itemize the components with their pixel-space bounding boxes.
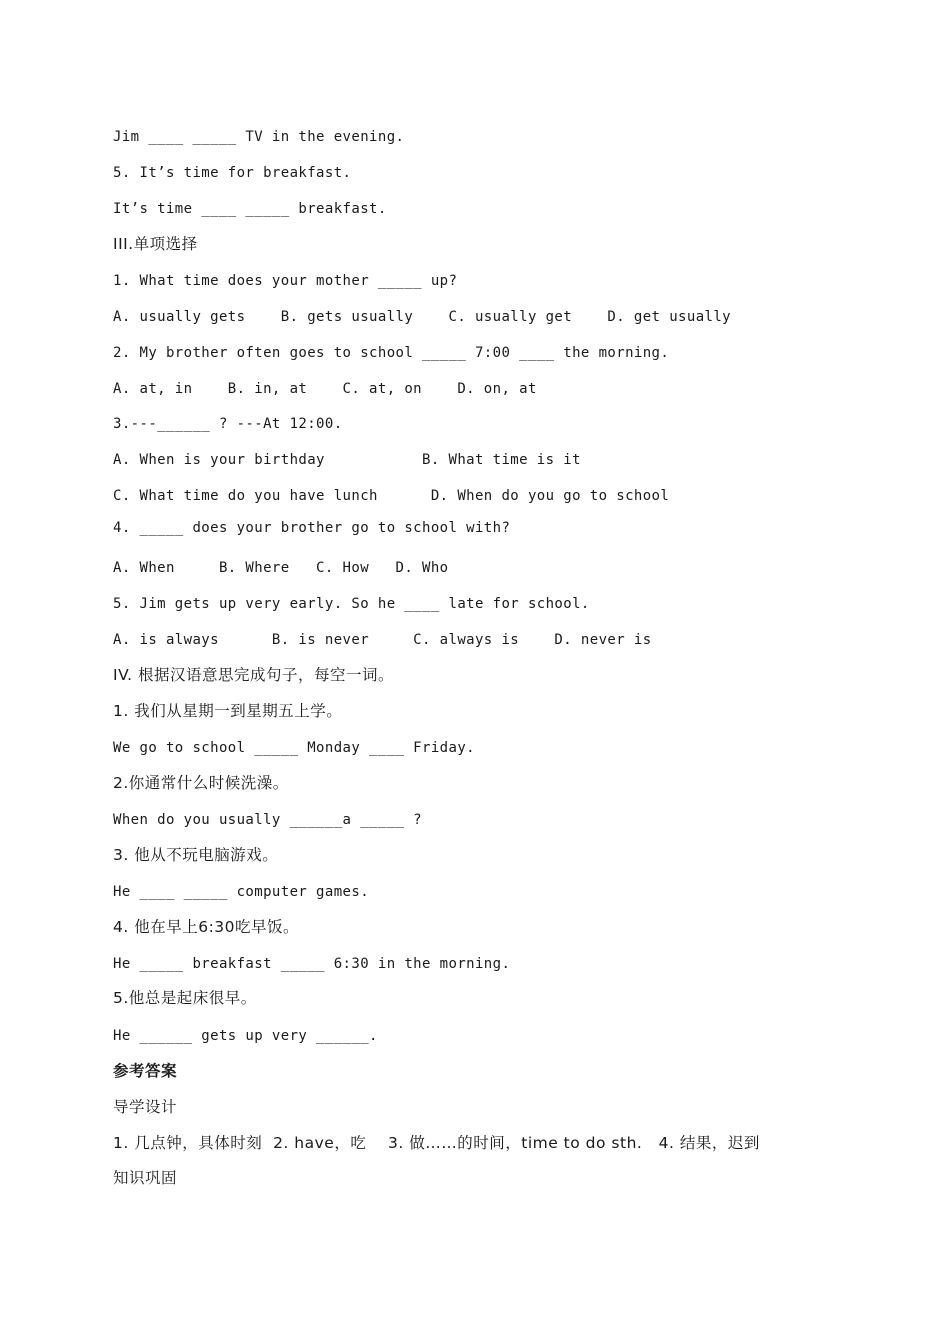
- section-heading: IV. 根据汉语意思完成句子，每空一词。: [113, 666, 395, 684]
- options-4: A. When B. Where C. How D. Who: [113, 560, 449, 576]
- chinese-prompt-4: 4. 他在早上6:30吃早饭。: [113, 918, 300, 936]
- answers-heading: 参考答案: [113, 1062, 178, 1080]
- answers-line: 1. 几点钟，具体时刻 2. have，吃 3. 做……的时间，time to do sth. 4. 结果，迟到: [113, 1134, 760, 1152]
- fill-in-line: Jim ____ _____ TV in the evening.: [113, 129, 405, 145]
- options-2: A. at, in B. in, at C. at, on D. on, at: [113, 381, 537, 397]
- chinese-prompt-3: 3. 他从不玩电脑游戏。: [113, 846, 279, 864]
- english-blank-1: We go to school _____ Monday ____ Friday.: [113, 740, 475, 756]
- question-5: 5. Jim gets up very early. So he ____ late for school.: [113, 596, 590, 612]
- chinese-prompt-2: 2.你通常什么时候洗澡。: [113, 774, 289, 792]
- english-blank-5: He ______ gets up very ______.: [113, 1028, 378, 1044]
- english-blank-4: He _____ breakfast _____ 6:30 in the morning.: [113, 956, 511, 972]
- fill-in-line: It’s time ____ _____ breakfast.: [113, 201, 387, 217]
- section-heading: III.单项选择: [113, 235, 198, 253]
- options-1: A. usually gets B. gets usually C. usually get D. get usually: [113, 309, 732, 325]
- chinese-prompt-5: 5.他总是起床很早。: [113, 989, 257, 1007]
- chinese-prompt-1: 1. 我们从星期一到星期五上学。: [113, 702, 343, 720]
- english-blank-2: When do you usually ______a _____ ?: [113, 812, 423, 828]
- options-3a: A. When is your birthday B. What time is it: [113, 452, 581, 468]
- answers-subheading: 导学设计: [113, 1098, 178, 1116]
- options-5: A. is always B. is never C. always is D. never is: [113, 632, 652, 648]
- answers-subheading: 知识巩固: [113, 1169, 178, 1187]
- question-4: 4. _____ does your brother go to school with?: [113, 520, 511, 536]
- question-1: 1. What time does your mother _____ up?: [113, 273, 458, 289]
- question-2: 2. My brother often goes to school _____ 7:00 ____ the morning.: [113, 345, 670, 361]
- question-5: 5. It’s time for breakfast.: [113, 165, 352, 181]
- options-3b: C. What time do you have lunch D. When do you go to school: [113, 488, 670, 504]
- question-3: 3.---______ ? ---At 12:00.: [113, 416, 343, 432]
- english-blank-3: He ____ _____ computer games.: [113, 884, 370, 900]
